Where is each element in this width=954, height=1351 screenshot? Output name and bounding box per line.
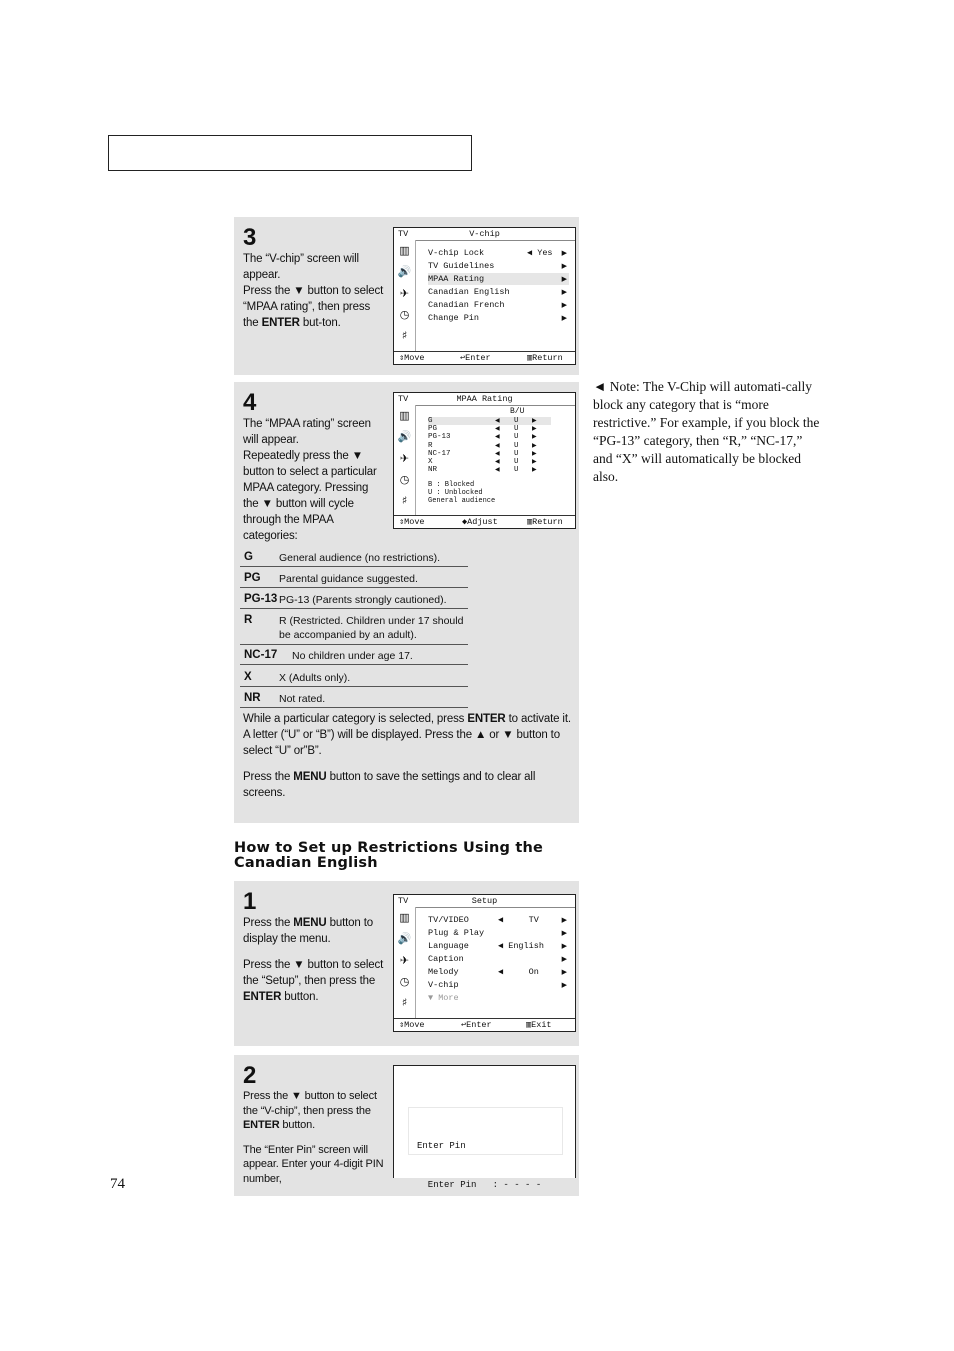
step-number: 1 [243,888,257,915]
vchip-screen [393,227,576,365]
step-2-text: Press the ▼ button to select the “V-chip”, then press the ENTER button. The “Enter Pin” screen will appear. Enter your 4-digit PIN number, [243,1090,384,1185]
rating-label: PG-13 [428,433,451,442]
menu-row-label: V-chip Lock [428,248,485,258]
menu-row-value: ◀ Yes [527,248,553,258]
rating-label: X [428,458,433,466]
rating-description: PG-13 (Parents strongly cautioned). [279,594,447,606]
menu-arrow-icon: ▶ [561,916,567,924]
menu-row-value: ◀ English [498,941,544,951]
setup-screen [393,894,576,1032]
right-arrow-icon: ▶ [532,425,537,433]
header-box [108,135,472,171]
menu-row[interactable] [428,286,569,298]
step-4-text: The “MPAA rating” screen will appear. Repeatedly press the ▼ button to select a particular MPAA category. Pressing the ▼ button will cycle through the MPAA categories: [243,418,377,542]
left-arrow-icon: ◀ [495,441,500,449]
setup-icon: ♯ [401,329,408,342]
rating-table-row [240,612,468,645]
right-arrow-icon: ▶ [532,458,537,465]
step-1-panel [234,881,579,1046]
menu-row[interactable] [428,992,569,1004]
menu-row[interactable] [428,914,569,926]
screen-footer [394,1018,575,1031]
rating-row[interactable] [428,417,551,425]
menu-row-label: Caption [428,954,464,964]
picture-icon: ▥ [399,911,410,924]
menu-arrow-icon: ▶ [561,262,567,270]
step-1-text: Press the MENU button to display the menu. Press the ▼ button to select the “Setup”, then press the ENTER button. [243,917,384,1003]
left-arrow-icon: ◀ [495,417,500,424]
time-icon: ◷ [399,975,410,988]
rating-value: U [514,466,519,475]
menu-row-value: ◀ On [498,967,539,977]
screen-footer [394,515,575,528]
rating-table-row [240,570,468,588]
move-hint: ⇕Move [399,353,425,363]
step-2-panel [234,1055,579,1196]
menu-icon-column [394,907,416,1019]
menu-icon-column [394,405,416,516]
step-number: 4 [243,389,257,416]
menu-row[interactable] [428,247,569,259]
rating-table-row [240,549,468,567]
menu-icon-column [394,240,416,352]
setup-icon: ♯ [401,996,408,1009]
bu-header: B/U [510,407,525,416]
rating-label: R [428,441,433,450]
rating-row[interactable] [428,442,551,450]
menu-row[interactable] [428,966,569,978]
rating-label: G [428,417,433,425]
menu-arrow-icon: ▶ [561,301,567,309]
menu-row-label: Canadian English [428,287,510,297]
rating-description: Not rated. [279,693,326,705]
tv-label: TV [398,896,409,906]
menu-row[interactable] [428,979,569,991]
sound-icon: 🔊 [397,265,412,278]
step-number: 3 [243,224,257,251]
rating-key: PG [244,572,261,584]
right-arrow-icon: ▶ [532,433,537,441]
rating-value: U [514,425,519,434]
menu-row-label: Canadian French [428,300,505,310]
menu-row-label: MPAA Rating [428,274,485,284]
enter-pin-screen [393,1065,576,1190]
menu-arrow-icon: ▶ [561,981,567,989]
rating-description: R (Restricted. Children under 17 should be accompanied by an adult). [279,615,464,641]
rating-table-row [240,591,468,609]
screen-header [394,393,575,406]
menu-row[interactable] [428,312,569,324]
rating-key: NR [244,692,261,704]
rating-label: PG [428,425,438,434]
menu-arrow-icon: ▶ [561,942,567,950]
rating-description: No children under age 17. [292,650,413,662]
rating-row[interactable] [428,450,551,458]
menu-row-label: Melody [428,967,459,977]
time-icon: ◷ [399,308,410,321]
rating-table-row [240,690,468,708]
move-hint: ⇕Move [399,517,425,527]
menu-row-value: ◀ TV [498,915,539,925]
rating-value: U [514,441,519,450]
step-4-after-text: While a particular category is selected, press ENTER to activate it. A letter (“U” or “B”) will be displayed. Press the ▲ or ▼ button to select “U” or”B”. Press the MENU button to save the settings and to clear all screens. [243,713,571,799]
rating-key: G [244,551,253,563]
channel-icon: ✈ [399,954,410,967]
channel-icon: ✈ [399,452,410,465]
mpaa-screen [393,392,576,529]
time-icon: ◷ [399,473,410,486]
move-hint: ⇕Move [399,1020,425,1030]
rating-row[interactable] [428,466,551,474]
screen-footer [394,351,575,364]
enter-hint: ↩Enter [461,1020,492,1030]
screen-title: Setup [471,896,498,906]
rating-label: NC-17 [428,449,451,458]
rating-value: U [514,458,519,466]
enter-pin-field[interactable]: Enter Pin : - - - - [417,1180,542,1190]
menu-arrow-icon: ▶ [561,249,567,257]
adjust-hint: ◆Adjust [462,517,498,527]
menu-arrow-icon: ▶ [561,288,567,296]
return-hint: ▥Return [527,353,563,363]
left-arrow-icon: ◀ [495,449,500,457]
tv-label: TV [398,394,409,404]
menu-arrow-icon: ▶ [561,968,567,976]
screen-header [394,895,575,908]
step-3-text: The “V-chip” screen will appear. Press the ▼ button to select “MPAA rating”, then press the ENTER but-ton. [243,253,384,329]
rating-value: U [514,433,519,442]
menu-row[interactable] [428,299,569,311]
exit-hint: ▥Exit [526,1020,552,1030]
rating-row[interactable] [428,458,551,466]
menu-arrow-icon: ▶ [561,929,567,937]
menu-row-label: Change Pin [428,313,480,323]
menu-row[interactable] [428,260,569,272]
menu-row-label: TV Guidelines [428,261,495,271]
page-number: 74 [110,1176,125,1192]
rating-key: X [244,671,252,683]
enter-hint: ↩Enter [460,353,491,363]
setup-icon: ♯ [401,494,408,507]
menu-row-label: Language [428,941,469,951]
screen-title: V-chip [469,229,500,239]
menu-row[interactable] [428,940,569,952]
rating-value: U [514,449,519,458]
rating-table-row [240,647,468,665]
rating-key: NC-17 [244,649,278,661]
screen-title: MPAA Rating [456,394,513,404]
sound-icon: 🔊 [397,430,412,443]
rating-legend: B : Blocked U : Unblocked General audience [428,481,496,505]
right-arrow-icon: ▶ [532,449,537,457]
rating-row[interactable] [428,433,551,441]
rating-key: R [244,614,253,626]
menu-arrow-icon: ▶ [561,314,567,322]
left-arrow-icon: ◀ [495,466,500,474]
menu-row-label: TV/VIDEO [428,915,469,925]
right-arrow-icon: ▶ [532,417,537,424]
step-3-panel [234,217,579,375]
menu-arrow-icon: ▶ [561,955,567,963]
left-arrow-icon: ◀ [495,433,500,441]
note-text: ◄ Note: The V-Chip will automati-cally block any category that is “more restrictive.” For example, if you block the “PG-13” category, then “R,” “NC-17,” and “X” will automatically be blocked also. [593,379,820,484]
menu-row[interactable] [428,953,569,965]
enter-pin-dialog [409,1108,562,1190]
rating-row[interactable] [428,425,551,433]
rating-table-row [240,669,468,687]
menu-arrow-icon: ▶ [561,275,567,283]
section-heading: How to Set up Restrictions Using the Canadian English [234,840,544,871]
rating-value: U [514,417,519,425]
right-arrow-icon: ▶ [532,441,537,449]
rating-description: X (Adults only). [279,672,351,684]
picture-icon: ▥ [399,409,410,422]
left-arrow-icon: ◀ [495,458,500,465]
menu-row-label: V-chip [428,980,459,990]
sound-icon: 🔊 [397,932,412,945]
tv-label: TV [398,229,409,239]
rating-label: NR [428,466,438,475]
menu-row[interactable] [428,273,569,285]
right-arrow-icon: ▶ [532,466,537,474]
picture-icon: ▥ [399,244,410,257]
screen-header [394,228,575,241]
enter-pin-title: Enter Pin [417,1141,466,1151]
rating-key: PG-13 [244,593,278,605]
left-arrow-icon: ◀ [495,425,500,433]
return-hint: ▥Return [527,517,563,527]
menu-row-label: Plug & Play [428,928,485,938]
channel-icon: ✈ [399,287,410,300]
rating-description: Parental guidance suggested. [279,573,418,585]
rating-description: General audience (no restrictions). [279,552,441,564]
step-number: 2 [243,1062,257,1089]
menu-row-label: ▼ More [428,993,459,1003]
menu-row[interactable] [428,927,569,939]
